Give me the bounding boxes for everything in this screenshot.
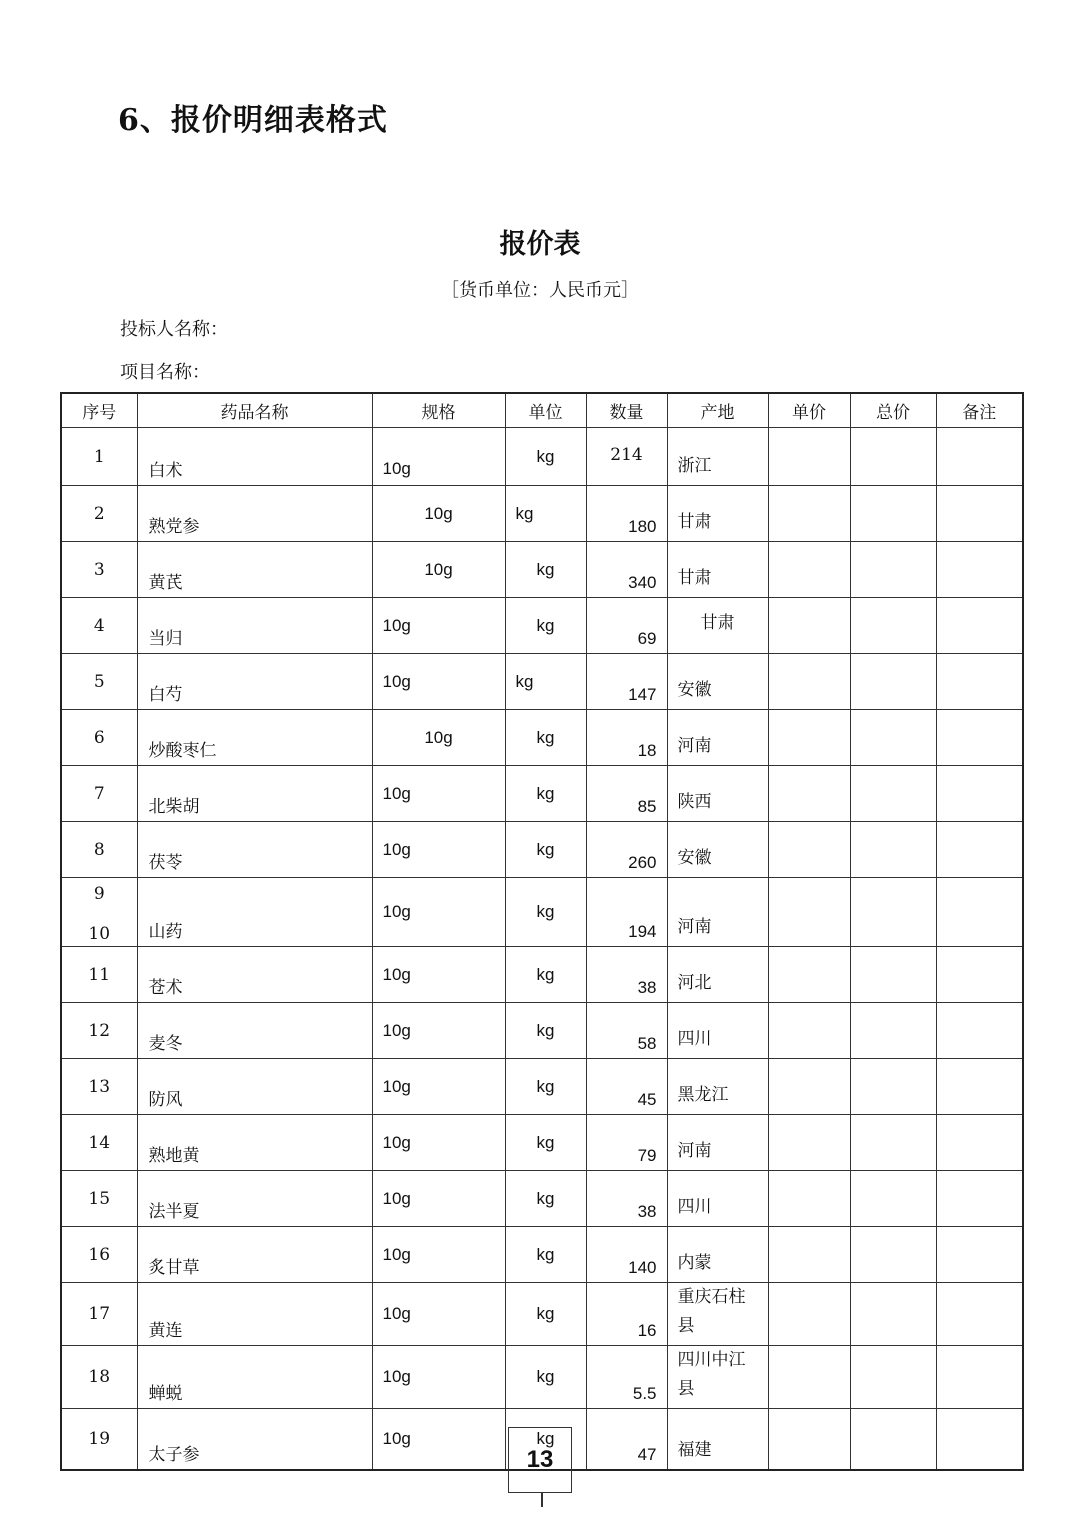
row-number: 15 [61, 1171, 137, 1227]
drug-name: 茯苓 [137, 822, 372, 878]
total-price [850, 766, 936, 822]
origin: 河南 [667, 1115, 768, 1171]
unit: kg [505, 878, 586, 947]
total-price [850, 428, 936, 486]
unit: kg [505, 1409, 586, 1471]
spec: 10g [372, 654, 505, 710]
origin: 重庆石柱 县 [667, 1283, 768, 1346]
total-price [850, 822, 936, 878]
drug-name: 苍术 [137, 947, 372, 1003]
origin: 四川中江 县 [667, 1346, 768, 1409]
remarks [936, 654, 1023, 710]
spec: 10g [372, 1346, 505, 1409]
spec: 10g [372, 947, 505, 1003]
section-heading: 6、报价明细表格式 [118, 103, 388, 138]
remarks [936, 1227, 1023, 1283]
table-row [61, 1227, 1023, 1283]
drug-name: 白术 [137, 428, 372, 486]
unit-price [768, 486, 850, 542]
spec: 10g [372, 1227, 505, 1283]
total-price [850, 486, 936, 542]
table-row [61, 486, 1023, 542]
unit: kg [505, 598, 586, 654]
drug-name: 熟地黄 [137, 1115, 372, 1171]
spec: 10g [372, 542, 505, 598]
row-number: 1 [61, 428, 137, 486]
remarks [936, 1115, 1023, 1171]
spec: 10g [372, 1409, 505, 1471]
unit: kg [505, 1059, 586, 1115]
header-remarks: 备注 [936, 393, 1023, 428]
table-row [61, 1115, 1023, 1171]
drug-name: 白芍 [137, 654, 372, 710]
unit-price [768, 1227, 850, 1283]
total-price [850, 1227, 936, 1283]
total-price [850, 1171, 936, 1227]
drug-name: 法半夏 [137, 1171, 372, 1227]
total-price [850, 1409, 936, 1471]
quantity: 47 [586, 1409, 667, 1471]
spec: 10g [372, 598, 505, 654]
unit: kg [505, 1346, 586, 1409]
unit: kg [505, 710, 586, 766]
unit-price [768, 947, 850, 1003]
total-price [850, 654, 936, 710]
page-number: 13 [508, 1427, 572, 1493]
drug-name: 防风 [137, 1059, 372, 1115]
project-name-label: 项目名称： [120, 362, 210, 383]
table-row [61, 766, 1023, 822]
remarks [936, 1003, 1023, 1059]
unit-price [768, 878, 850, 947]
origin: 四川 [667, 1003, 768, 1059]
table-row [61, 947, 1023, 1003]
origin: 安徽 [667, 822, 768, 878]
table-row [61, 1283, 1023, 1346]
spec: 10g [372, 766, 505, 822]
header-unit-price: 单价 [768, 393, 850, 428]
spec: 10g [372, 486, 505, 542]
row-number: 9 [93, 884, 105, 904]
total-price [850, 878, 936, 947]
currency-note: ［货币单位：人民币元］ [441, 280, 639, 301]
origin: 四川 [667, 1171, 768, 1227]
quantity: 5.5 [586, 1346, 667, 1409]
drug-name: 当归 [137, 598, 372, 654]
row-number: 5 [61, 654, 137, 710]
quantity: 214 [586, 428, 667, 486]
table-row [61, 542, 1023, 598]
origin: 陕西 [667, 766, 768, 822]
remarks [936, 766, 1023, 822]
quantity: 260 [586, 822, 667, 878]
unit: kg [505, 1283, 586, 1346]
quantity: 194 [586, 878, 667, 947]
header-drug-name: 药品名称 [137, 393, 372, 428]
quantity: 79 [586, 1115, 667, 1171]
remarks [936, 1171, 1023, 1227]
unit: kg [505, 428, 586, 486]
origin: 甘肃 [667, 542, 768, 598]
remarks [936, 822, 1023, 878]
unit: kg [505, 654, 586, 710]
total-price [850, 542, 936, 598]
total-price [850, 1346, 936, 1409]
unit-price [768, 1115, 850, 1171]
table-row [61, 428, 1023, 486]
row-number: 13 [61, 1059, 137, 1115]
row-number: 18 [61, 1346, 137, 1409]
drug-name: 北柴胡 [137, 766, 372, 822]
header-spec: 规格 [372, 393, 505, 428]
row-number: 3 [61, 542, 137, 598]
origin: 安徽 [667, 654, 768, 710]
total-price [850, 1115, 936, 1171]
remarks [936, 878, 1023, 947]
unit-price [768, 542, 850, 598]
unit-price [768, 710, 850, 766]
table-row [61, 1171, 1023, 1227]
total-price [850, 710, 936, 766]
remarks [936, 486, 1023, 542]
unit: kg [505, 1171, 586, 1227]
drug-name: 蝉蜕 [137, 1346, 372, 1409]
total-price [850, 947, 936, 1003]
unit-price [768, 1283, 850, 1346]
drug-name: 黄连 [137, 1283, 372, 1346]
header-no: 序号 [61, 393, 137, 428]
row-number: 2 [61, 486, 137, 542]
document-title: 报价表 [499, 229, 581, 260]
unit-price [768, 428, 850, 486]
spec: 10g [372, 1283, 505, 1346]
row-number: 12 [61, 1003, 137, 1059]
origin: 黑龙江 [667, 1059, 768, 1115]
spec: 10g [372, 1171, 505, 1227]
row-number: 19 [61, 1409, 137, 1471]
unit: kg [505, 1227, 586, 1283]
quantity: 69 [586, 598, 667, 654]
table-row [61, 598, 1023, 654]
origin: 河南 [667, 710, 768, 766]
table-row [61, 654, 1023, 710]
header-quantity: 数量 [586, 393, 667, 428]
quantity: 147 [586, 654, 667, 710]
header-total-price: 总价 [850, 393, 936, 428]
remarks [936, 947, 1023, 1003]
spec: 10g [372, 822, 505, 878]
unit-price [768, 654, 850, 710]
row-number: 11 [61, 947, 137, 1003]
header-unit: 单位 [505, 393, 586, 428]
table-row [61, 822, 1023, 878]
quantity: 16 [586, 1283, 667, 1346]
unit: kg [505, 1115, 586, 1171]
row-number: 4 [61, 598, 137, 654]
origin: 河南 [667, 878, 768, 947]
origin: 内蒙 [667, 1227, 768, 1283]
drug-name: 麦冬 [137, 1003, 372, 1059]
quantity: 340 [586, 542, 667, 598]
quantity: 140 [586, 1227, 667, 1283]
spec: 10g [372, 710, 505, 766]
origin: 福建 [667, 1409, 768, 1471]
row-number: 10 [88, 924, 111, 944]
page-number-tick [541, 1493, 543, 1507]
quantity: 58 [586, 1003, 667, 1059]
drug-name: 山药 [137, 878, 372, 947]
unit: kg [505, 542, 586, 598]
quantity: 85 [586, 766, 667, 822]
spec: 10g [372, 1115, 505, 1171]
drug-name: 炙甘草 [137, 1227, 372, 1283]
origin: 河北 [667, 947, 768, 1003]
remarks [936, 598, 1023, 654]
row-number: 16 [61, 1227, 137, 1283]
origin: 甘肃 [667, 486, 768, 542]
unit: kg [505, 822, 586, 878]
quantity: 45 [586, 1059, 667, 1115]
drug-name: 黄芪 [137, 542, 372, 598]
row-number: 8 [61, 822, 137, 878]
quantity: 38 [586, 1171, 667, 1227]
unit-price [768, 598, 850, 654]
unit-price [768, 1409, 850, 1471]
spec: 10g [372, 1003, 505, 1059]
unit-price [768, 1346, 850, 1409]
table-row [61, 710, 1023, 766]
total-price [850, 598, 936, 654]
quantity: 38 [586, 947, 667, 1003]
table-header-row [61, 393, 1023, 428]
remarks [936, 710, 1023, 766]
quantity: 180 [586, 486, 667, 542]
price-table [60, 392, 1024, 1471]
unit-price [768, 1003, 850, 1059]
unit-price [768, 822, 850, 878]
total-price [850, 1283, 936, 1346]
quantity: 18 [586, 710, 667, 766]
spec: 10g [372, 1059, 505, 1115]
row-number: 6 [61, 710, 137, 766]
origin: 甘肃 [667, 598, 768, 654]
table-row [61, 1346, 1023, 1409]
unit-price [768, 1171, 850, 1227]
unit: kg [505, 947, 586, 1003]
drug-name: 熟党参 [137, 486, 372, 542]
drug-name: 炒酸枣仁 [137, 710, 372, 766]
total-price [850, 1003, 936, 1059]
table-row [61, 1059, 1023, 1115]
row-number-cell [61, 878, 137, 947]
row-number: 17 [61, 1283, 137, 1346]
origin: 浙江 [667, 428, 768, 486]
row-number: 14 [61, 1115, 137, 1171]
unit: kg [505, 1003, 586, 1059]
table-row [61, 1003, 1023, 1059]
header-origin: 产地 [667, 393, 768, 428]
remarks [936, 1409, 1023, 1471]
unit-price [768, 766, 850, 822]
remarks [936, 542, 1023, 598]
remarks [936, 428, 1023, 486]
remarks [936, 1283, 1023, 1346]
remarks [936, 1059, 1023, 1115]
spec: 10g [372, 878, 505, 947]
row-number: 7 [61, 766, 137, 822]
remarks [936, 1346, 1023, 1409]
unit: kg [505, 486, 586, 542]
total-price [850, 1059, 936, 1115]
drug-name: 太子参 [137, 1409, 372, 1471]
unit: kg [505, 766, 586, 822]
table-row [61, 878, 1023, 947]
bidder-name-label: 投标人名称： [120, 319, 228, 340]
unit-price [768, 1059, 850, 1115]
spec: 10g [372, 428, 505, 486]
